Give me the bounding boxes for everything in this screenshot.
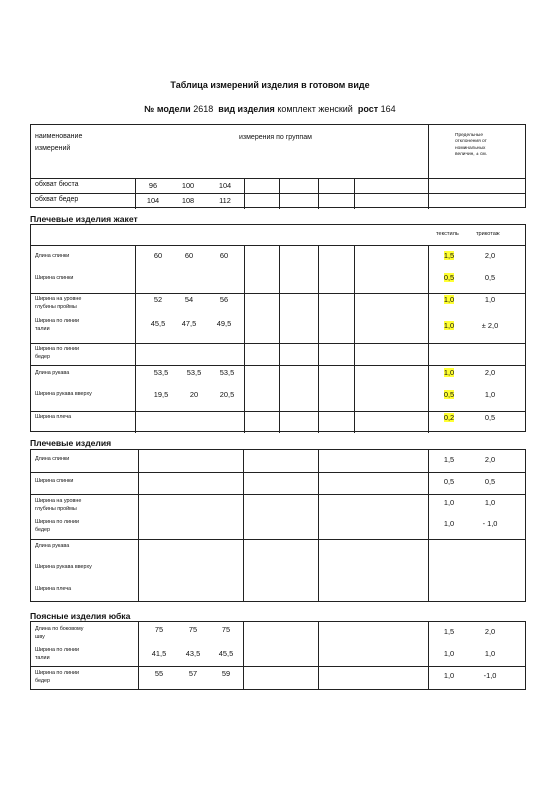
row-value: 20,5 [219, 390, 235, 399]
knit-value: 0,5 [484, 477, 496, 486]
row-value: 20 [189, 390, 199, 399]
knit-value: 0,5 [484, 273, 496, 282]
base-row-value: 96 [148, 181, 158, 190]
row-value: 60 [153, 251, 163, 260]
textile-value: 1,0 [443, 649, 455, 658]
base-row-label: обхват бедер [35, 196, 79, 203]
row-label: Длина по боковому шву [35, 626, 84, 640]
row-label: Ширина по линии талии [35, 318, 80, 332]
kind-value: комплект женский [277, 104, 353, 114]
height-label: рост [357, 104, 379, 114]
name-header: наименование измерений [35, 133, 83, 152]
section-jacket-table [30, 224, 526, 432]
row-value: 59 [221, 669, 231, 678]
row-label: Ширина на уровне глубины проймы [35, 498, 82, 512]
row-value: 45,5 [150, 319, 166, 328]
knit-value: 1,0 [484, 498, 496, 507]
base-row-value: 104 [218, 181, 232, 190]
knit-value: - 1,0 [482, 519, 498, 528]
base-row-label: обхват бюста [35, 181, 79, 188]
row-value: 53,5 [219, 368, 235, 377]
textile-value: 0,5 [443, 273, 455, 282]
row-label: Ширина по линии бедер [35, 346, 80, 360]
groups-header: измерения по группам [239, 134, 312, 141]
knit-value: 1,0 [484, 295, 496, 304]
section-title: Поясные изделия юбка [30, 611, 131, 621]
knit-value: 0,5 [484, 413, 496, 422]
section-skirt-table [30, 621, 526, 690]
textile-value: 1,5 [443, 251, 455, 260]
row-label: Ширина по линии талии [35, 647, 80, 661]
knit-value: 1,0 [484, 390, 496, 399]
knit-value: ± 2,0 [481, 321, 499, 330]
base-row-value: 100 [181, 181, 195, 190]
textile-value: 1,5 [443, 627, 455, 636]
model-line [0, 104, 540, 114]
row-label: Длина спинки [35, 456, 70, 462]
row-label: Длина рукава [35, 370, 70, 376]
base-row-value: 108 [181, 196, 195, 205]
section-title: Плечевые изделия [30, 438, 112, 448]
knit-value: 2,0 [484, 251, 496, 260]
row-value: 75 [221, 625, 231, 634]
row-value: 56 [219, 295, 229, 304]
row-label: Ширина плеча [35, 586, 72, 592]
knit-value: -1,0 [483, 671, 497, 680]
textile-value: 0,5 [443, 477, 455, 486]
section-title: Плечевые изделия жакет [30, 214, 138, 224]
row-value: 41,5 [151, 649, 167, 658]
knit-value: 2,0 [484, 455, 496, 464]
textile-value: 1,0 [443, 519, 455, 528]
row-value: 55 [154, 669, 164, 678]
row-value: 49,5 [216, 319, 232, 328]
base-row-value: 112 [219, 196, 231, 205]
row-label: Ширина по линии бедер [35, 519, 80, 533]
row-label: Ширина рукава вверху [35, 391, 92, 397]
row-value: 53,5 [153, 368, 169, 377]
row-label: Ширина спинки [35, 275, 74, 281]
row-value: 57 [188, 669, 198, 678]
section-shoulder-table [30, 449, 526, 602]
row-label: Длина рукава [35, 543, 70, 549]
row-value: 75 [154, 625, 164, 634]
knit-value: 2,0 [484, 627, 496, 636]
knit-value: 1,0 [484, 649, 496, 658]
row-label: Ширина рукава вверху [35, 564, 92, 570]
row-value: 54 [184, 295, 194, 304]
col-textile: текстиль [436, 231, 459, 237]
model-label: № модели [144, 104, 191, 114]
row-label: Ширина плеча [35, 414, 72, 420]
kind-label: вид изделия [218, 104, 275, 114]
row-value: 60 [219, 251, 229, 260]
tolerance-header: Предельные отклонения от номинальных величин, ± см. [455, 133, 487, 158]
textile-value: 1,0 [443, 671, 455, 680]
textile-value: 1,0 [443, 368, 455, 377]
row-value: 60 [184, 251, 194, 260]
textile-value: 1,5 [443, 455, 455, 464]
textile-value: 1,0 [443, 321, 455, 330]
row-value: 19,5 [153, 390, 169, 399]
row-value: 53,5 [186, 368, 202, 377]
height-value: 164 [380, 104, 396, 114]
col-knit: трикотаж [476, 231, 500, 237]
row-value: 45,5 [218, 649, 234, 658]
textile-value: 0,2 [443, 413, 455, 422]
model-number: 2618 [193, 104, 214, 114]
row-label: Ширина на уровне глубины проймы [35, 296, 82, 310]
row-label: Ширина по линии бедер [35, 670, 80, 684]
header-table [30, 124, 526, 208]
row-value: 75 [188, 625, 198, 634]
row-value: 52 [153, 295, 163, 304]
textile-value: 0,5 [443, 390, 455, 399]
row-value: 43,5 [185, 649, 201, 658]
textile-value: 1,0 [443, 295, 455, 304]
row-label: Ширина спинки [35, 478, 74, 484]
knit-value: 2,0 [484, 368, 496, 377]
row-value: 47,5 [181, 319, 197, 328]
row-label: Длина спинки [35, 253, 70, 259]
textile-value: 1,0 [443, 498, 455, 507]
base-row-value: 104 [146, 196, 160, 205]
document-title: Таблица измерений изделия в готовом виде [170, 80, 370, 90]
